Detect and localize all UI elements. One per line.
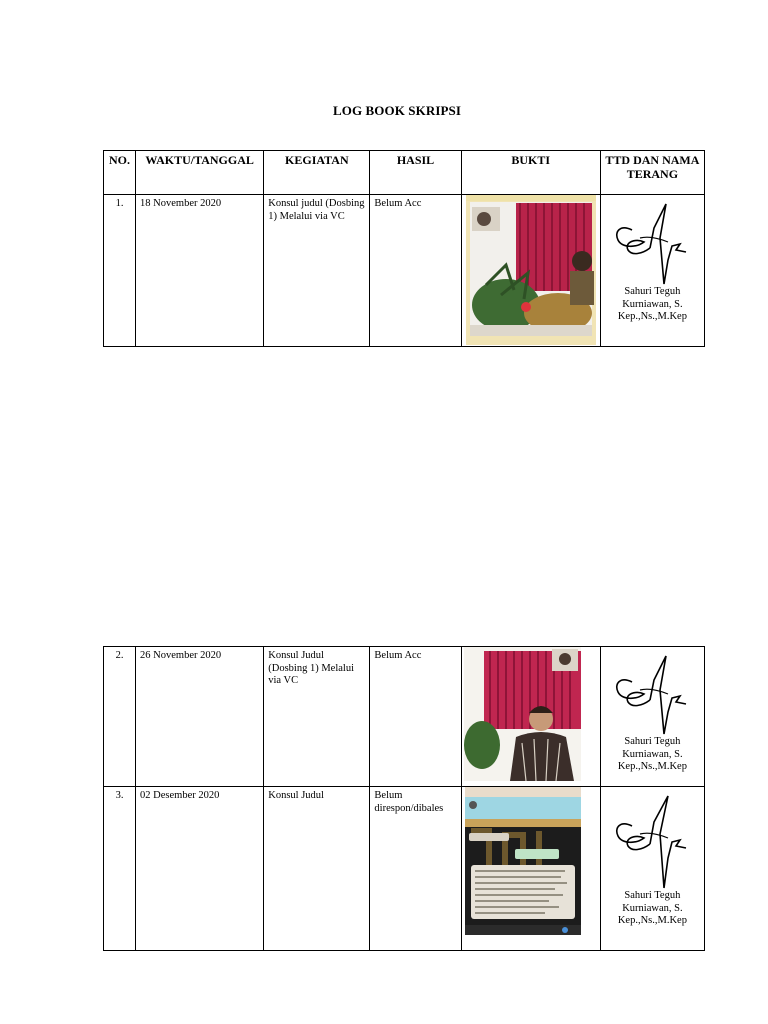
table-row (104, 195, 705, 347)
signer-name: Sahuri Teguh Kurniawan, S. Kep.,Ns.,M.Kep (617, 890, 687, 926)
cell-no: 2. (104, 647, 136, 787)
signature-image (610, 198, 694, 286)
video-call-photo (464, 647, 581, 781)
document-title: LOG BOOK SKRIPSI (332, 103, 462, 118)
header-signature: TTD DAN NAMA TERANG (600, 151, 704, 195)
logbook-table-page1 (103, 150, 705, 347)
header-date: WAKTU/TANGGAL (136, 151, 264, 195)
signer-name: Sahuri Teguh Kurniawan, S. Kep.,Ns.,M.Kep (617, 286, 687, 322)
cell-date: 26 November 2020 (136, 647, 264, 787)
cell-result: Belum direspon/dibales (370, 787, 461, 951)
cell-no: 3. (104, 787, 136, 951)
cell-date: 02 Desember 2020 (136, 787, 264, 951)
cell-evidence (461, 195, 600, 347)
cell-activity: Konsul Judul (264, 787, 370, 951)
logbook-table-page2 (103, 646, 705, 951)
signature-image (610, 650, 694, 736)
table-row (104, 787, 705, 951)
chat-screenshot-photo (465, 787, 581, 935)
cell-result: Belum Acc (370, 195, 461, 347)
cell-signature (600, 787, 704, 951)
cell-signature (600, 647, 704, 787)
header-row (104, 151, 705, 195)
header-result: HASIL (370, 151, 461, 195)
signature-image (610, 790, 694, 890)
cell-activity: Konsul Judul (Dosbing 1) Melalui via VC (264, 647, 370, 787)
header-evidence: BUKTI (461, 151, 600, 195)
signer-name: Sahuri Teguh Kurniawan, S. Kep.,Ns.,M.Kep (617, 736, 687, 772)
cell-date: 18 November 2020 (136, 195, 264, 347)
cell-result: Belum Acc (370, 647, 461, 787)
header-activity: KEGIATAN (264, 151, 370, 195)
cell-evidence (461, 647, 600, 787)
table-row (104, 647, 705, 787)
video-call-photo (466, 195, 596, 345)
header-no: NO. (104, 151, 136, 195)
cell-evidence (461, 787, 600, 951)
cell-no: 1. (104, 195, 136, 347)
cell-activity: Konsul judul (Dosbing 1) Melalui via VC (264, 195, 370, 347)
cell-signature (600, 195, 704, 347)
